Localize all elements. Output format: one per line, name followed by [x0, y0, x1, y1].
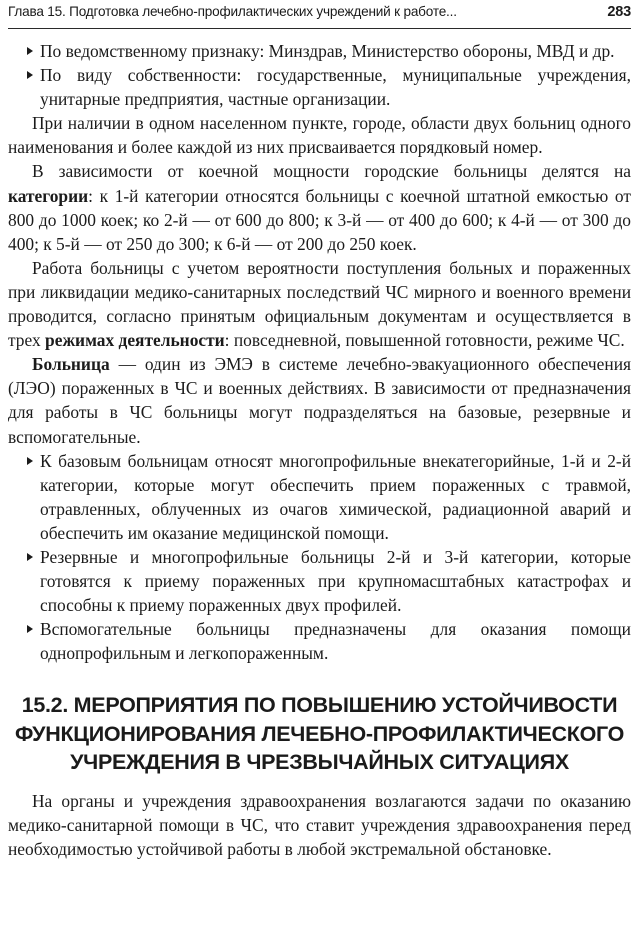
term-modes: режимах деятельности: [45, 330, 225, 351]
list-item-text: К базовым больницам относят многопрофильные внекатегорийные, 1-й и 2-й категории, которые могут обеспечить прием пораженных с травмой, отравленных, облученных из очагов химической, радиационной аварий и обеспечить им оказание медицинской помощи.: [40, 450, 631, 543]
section-heading: [8, 691, 631, 777]
list-item-text: Резервные и многопрофильные больницы 2-й и 3-й категории, которые готовятся к приему пораженных при крупномасштабных катастрофах и способны к приему пораженных двух профилей.: [40, 546, 631, 616]
term-categories: категории: [8, 185, 89, 206]
list-item: [8, 617, 631, 665]
paragraph-hospital-definition: [8, 352, 631, 448]
page-body: [8, 39, 631, 861]
list-item-text: Вспомогательные больницы предназначены для оказания помощи однопрофильным и легкопораженным.: [40, 619, 631, 664]
paragraph-modes: [8, 256, 631, 352]
paragraph-text: : к 1-й категории относятся больницы с коечной штатной емкостью от 800 до 1000 коек; ко 2-й — от 600 до 800; к 3-й — от 400 до 600; к 4-й — от 300 до 400; к 5-й — от 250 до 300; к 6-й — от 200 до 250 коек.: [8, 185, 631, 254]
bullet-list-hospital-types: [8, 449, 631, 666]
list-item-text: По ведомственному признаку: Минздрав, Министерство обороны, МВД и др.: [40, 41, 615, 61]
triangle-bullet-icon: [27, 553, 33, 561]
triangle-bullet-icon: [27, 457, 33, 465]
paragraph-categories: [8, 159, 631, 255]
running-head: [8, 0, 631, 29]
paragraph-text: : повседневной, повышенной готовности, режиме ЧС.: [224, 330, 625, 351]
triangle-bullet-icon: [27, 47, 33, 55]
list-item: [8, 545, 631, 617]
list-item-text: По виду собственности: государственные, муниципальные учреждения, унитарные предприятия, частные организации.: [40, 65, 631, 110]
paragraph-text: В зависимости от коечной мощности городские больницы делятся на: [32, 161, 631, 182]
list-item: [8, 449, 631, 545]
section-heading-line: 15.2. МЕРОПРИЯТИЯ ПО ПОВЫШЕНИЮ УСТОЙЧИВОСТИ: [21, 693, 618, 718]
paragraph-numbering: При наличии в одном населенном пункте, городе, области двух больниц одного наименования и более каждой из них присваивается порядковый номер.: [8, 113, 631, 158]
triangle-bullet-icon: [27, 625, 33, 633]
paragraph-closing: На органы и учреждения здравоохранения возлагаются задачи по оказанию медико-санитарной помощи в ЧС, что ставит учреждения здравоохранения перед необходимостью устойчивой работы в любой экстремальной обстановке.: [8, 790, 631, 860]
list-item: [8, 39, 631, 63]
section-heading-line: УЧРЕЖДЕНИЯ В ЧРЕЗВЫЧАЙНЫХ СИТУАЦИЯХ: [70, 750, 569, 775]
page-number: 283: [607, 4, 631, 20]
chapter-title: Глава 15. Подготовка лечебно-профилактических учреждений к работе...: [8, 4, 457, 19]
bullet-list-classification: [8, 39, 631, 111]
list-item: [8, 63, 631, 111]
triangle-bullet-icon: [27, 71, 33, 79]
paragraph-text: Работа больницы с учетом вероятности поступления больных и пораженных при ликвидации медико-санитарных последствий ЧС мирного и военного времени проводится, согласно принятым официальным документам и осуществляется в трех: [8, 257, 631, 351]
section-heading-line: ФУНКЦИОНИРОВАНИЯ ЛЕЧЕБНО-ПРОФИЛАКТИЧЕСКОГО: [14, 721, 625, 746]
term-hospital: Больница: [32, 354, 110, 375]
paragraph-text: — один из ЭМЭ в системе лечебно-эвакуационного обеспечения (ЛЭО) пораженных в ЧС и военных действиях. В зависимости от предназначения для работы в ЧС больницы могут подразделяться на базовые, резервные и вспомогательные.: [8, 354, 631, 447]
